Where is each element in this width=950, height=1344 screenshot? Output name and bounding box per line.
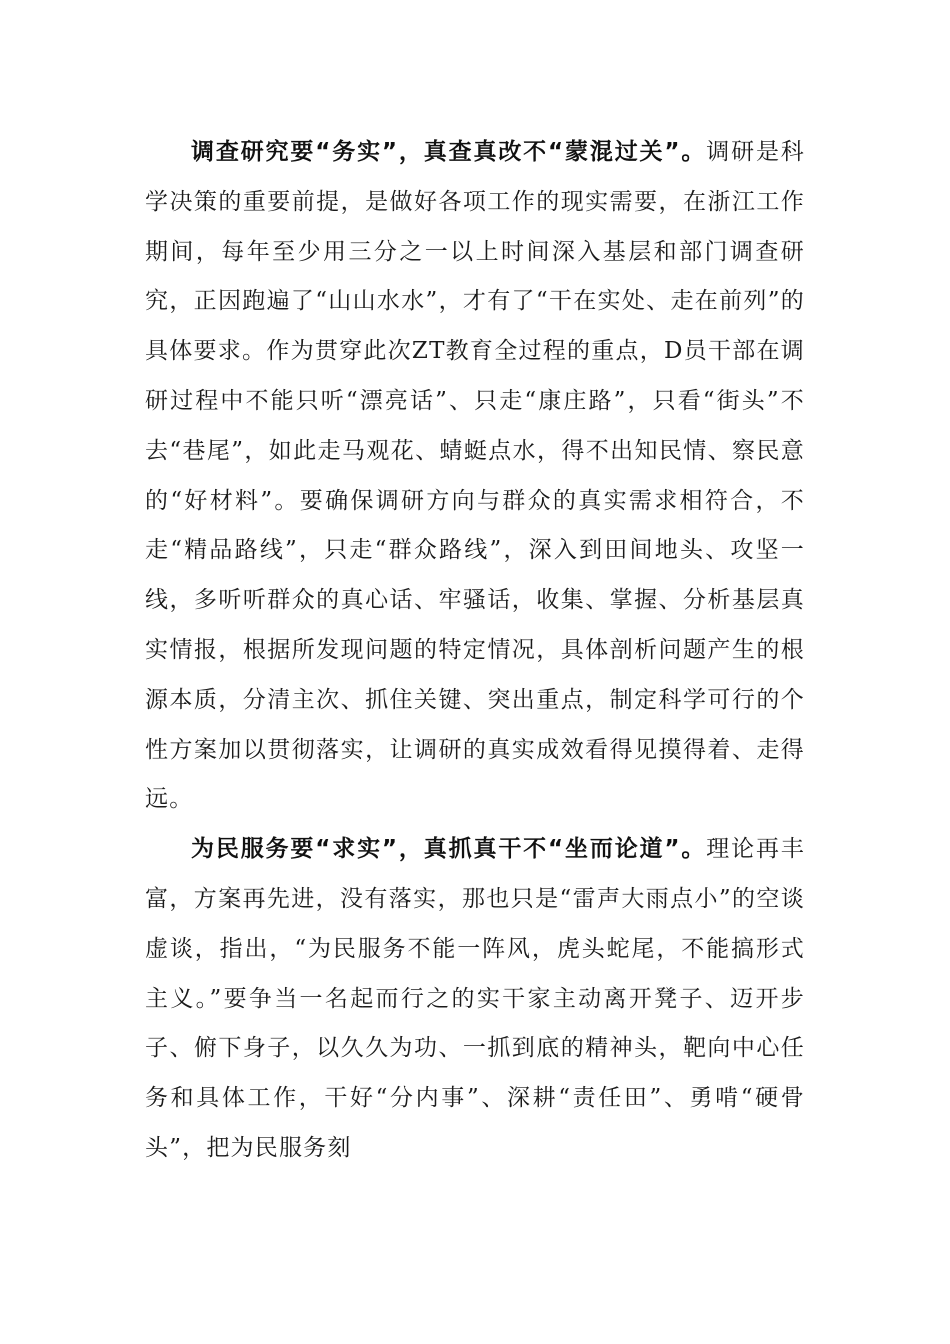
- paragraph-service: [145, 825, 805, 1174]
- paragraph-lead-service: 为民服务要“求实”，真抓真干不“坐而论道”。: [191, 836, 707, 863]
- document-body: [145, 128, 805, 1174]
- paragraph-lead-research: 调查研究要“务实”，真查真改不“蒙混过关”。: [191, 139, 707, 165]
- paragraph-body-research: 调研是科学决策的重要前提，是做好各项工作的现实需要，在浙江工作期间，每年至少用三分之一以上时间深入基层和部门调查研究，正因跑遍了“山山水水”，才有了“干在实处、走在前列”的具体要求。作为贯穿此次ZT教育全过程的重点，D员干部在调研过程中不能只听“漂亮话”、只走“康庄路”，只看“街头”不去“巷尾”，如此走马观花、蜻蜓点水，得不出知民情、察民意的“好材料”。要确保调研方向与群众的真实需求相符合，不走“精品路线”，只走“群众路线”，深入到田间地头、攻坚一线，多听听群众的真心话、牢骚话，收集、掌握、分析基层真实情报，根据所发现问题的特定情况，具体剖析问题产生的根源本质，分清主次、抓住关键、突出重点，制定科学可行的个性方案加以贯彻落实，让调研的真实成效看得见摸得着、走得远。: [145, 139, 805, 813]
- paragraph-body-service: 理论再丰富，方案再先进，没有落实，那也只是“雷声大雨点小”的空谈虚谈，指出，“为民服务不能一阵风，虎头蛇尾，不能搞形式主义。”要争当一名起而行之的实干家主动离开凳子、迈开步子、俯下身子，以久久为功、一抓到底的精神头，靶向中心任务和具体工作，干好“分内事”、深耕“责任田”、勇啃“硬骨头”，把为民服务刻: [145, 836, 805, 1161]
- paragraph-research: [145, 128, 805, 825]
